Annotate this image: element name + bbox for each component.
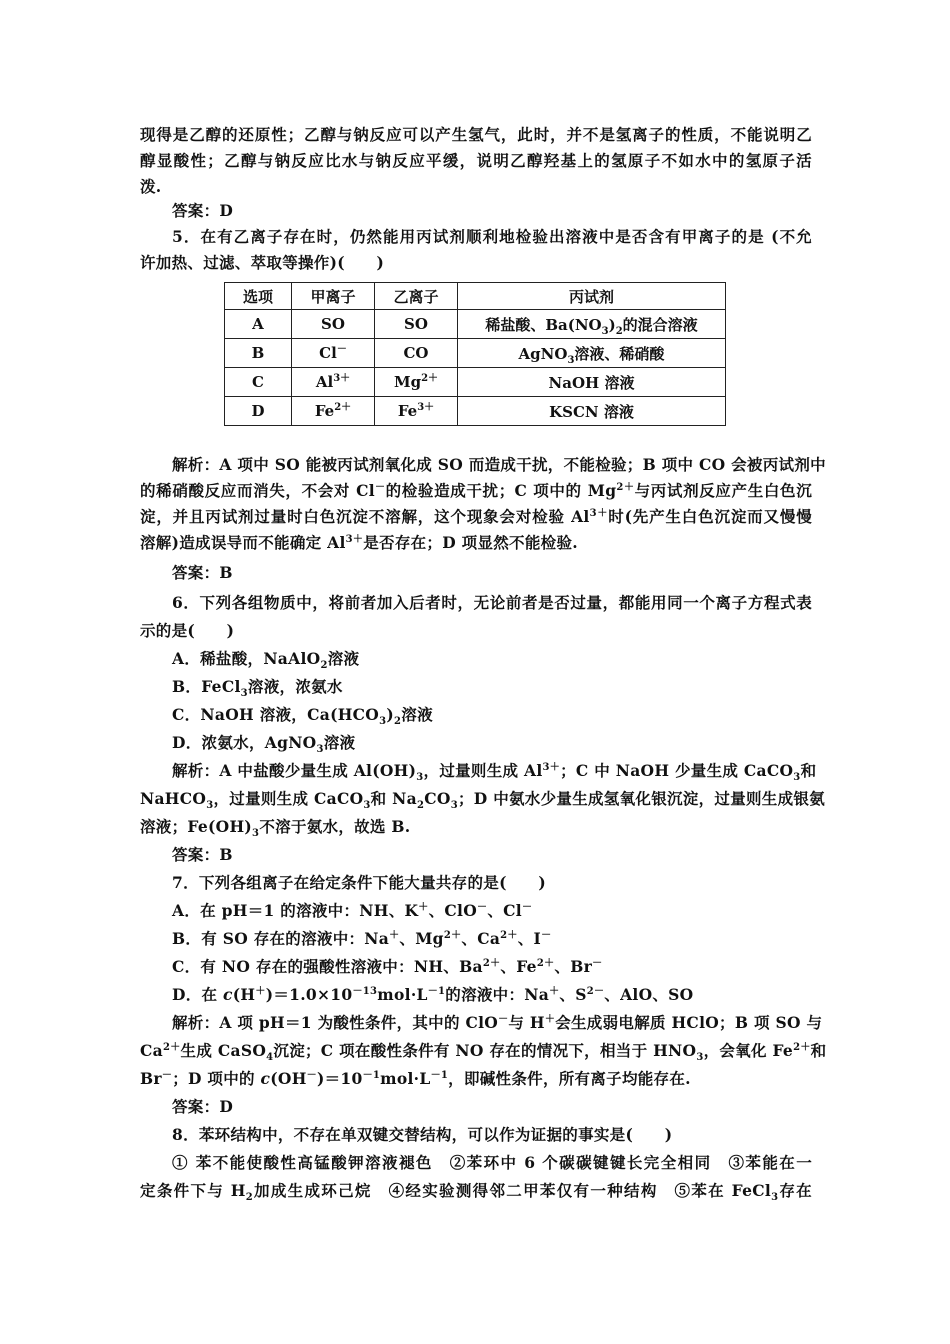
table-cell: C — [225, 368, 292, 397]
text-line: ① 苯不能使酸性高锰酸钾溶液褪色 ②苯环中 6 个碳碳键键长完全相同 ③苯能在一 — [172, 1153, 812, 1172]
text-line: 8．苯环结构中，不存在单双键交替结构，可以作为证据的事实是( ) — [172, 1125, 673, 1144]
table-cell: NaOH 溶液 — [458, 368, 726, 397]
table-row — [225, 397, 726, 426]
header-cell: 丙试剂 — [458, 283, 726, 310]
text-line: 许加热、过滤、萃取等操作)( ) — [140, 253, 385, 272]
text-line: 5．在有乙离子存在时，仍然能用丙试剂顺利地检验出溶液中是否含有甲离子的是 (不允 — [172, 227, 812, 246]
text-line: 7．下列各组离子在给定条件下能大量共存的是( ) — [172, 873, 546, 892]
header-cell: 选项 — [225, 283, 292, 310]
text-line: Br－；D 项中的 $c(OH^-)=10^{-1}mol\cdot L^{-1}$，即碱性条件，所有离子均能存在. — [140, 1069, 691, 1088]
table-header-row — [225, 283, 726, 310]
text-line: 答案：D — [172, 201, 234, 220]
ion-test-table — [224, 282, 726, 426]
text-line: 解析：A 项中 SO 能被丙试剂氧化成 SO 而造成干扰，不能检验；B 项中 CO 会被丙试剂中 — [172, 455, 826, 474]
table-cell: $Fe^{2+}$ — [292, 397, 375, 426]
table-cell: A — [225, 310, 292, 339]
table-cell: D — [225, 397, 292, 426]
text-line: C．NaOH 溶液，$Ca(HCO_3)_2$溶液 — [172, 705, 433, 728]
table-cell: SO — [292, 310, 375, 339]
table-row — [225, 368, 726, 397]
text-line: D．浓氨水，AgNO$_3$溶液 — [172, 733, 356, 756]
text-line: 定条件下与 $H_2$加成生成环己烷 ④经实验测得邻二甲苯仅有一种结构 ⑤苯在 FeCl$_3$存在 — [140, 1181, 812, 1204]
text-line: D．在 $c(H^+)=1.0\times 10^{-13}mol\cdot L^{-1}$的溶液中：Na＋、$S^{2-}$、AlO、SO — [172, 985, 694, 1004]
text-line: A．在 pH＝1 的溶液中：NH、K＋、ClO－、Cl－ — [172, 901, 533, 920]
text-line: NaHCO$_3$，过量则生成 CaCO$_3$和 $Na_2CO_3$；D 中氨水少量生成氢氧化银沉淀，过量则生成银氨 — [140, 789, 825, 812]
table-cell: KSCN 溶液 — [458, 397, 726, 426]
text-line: 答案：B — [172, 563, 233, 582]
table-cell: CO — [375, 339, 458, 368]
text-line: B．FeCl$_3$溶液，浓氨水 — [172, 677, 343, 700]
table-row — [225, 310, 726, 339]
text-line: 的稀硝酸反应而消失，不会对 Cl－的检验造成干扰；C 项中的 $Mg^{2+}$与丙试剂反应产生白色沉 — [140, 481, 812, 500]
text-line: 现得是乙醇的还原性；乙醇与钠反应可以产生氢气，此时，并不是氢离子的性质，不能说明乙 — [140, 125, 812, 144]
header-cell: 甲离子 — [292, 283, 375, 310]
text-line: 醇显酸性；乙醇与钠反应比水与钠反应平缓，说明乙醇羟基上的氢原子不如水中的氢原子活 — [140, 151, 812, 170]
table-cell: AgNO$_3$溶液、稀硝酸 — [458, 339, 726, 368]
text-line: 答案：D — [172, 1097, 234, 1116]
text-line: B．有 SO 存在的溶液中：Na＋、$Mg^{2+}$、$Ca^{2+}$、I－ — [172, 929, 552, 948]
table-cell: $Al^{3+}$ — [292, 368, 375, 397]
text-line: 6．下列各组物质中，将前者加入后者时，无论前者是否过量，都能用同一个离子方程式表 — [172, 593, 812, 612]
text-line: A．稀盐酸，NaAlO$_2$溶液 — [172, 649, 360, 672]
header-cell: 乙离子 — [375, 283, 458, 310]
text-line: C．有 NO 存在的强酸性溶液中：NH、$Ba^{2+}$、$Fe^{2+}$、Br－ — [172, 957, 603, 976]
table-cell: $Mg^{2+}$ — [375, 368, 458, 397]
text-line: 示的是( ) — [140, 621, 235, 640]
text-line: 答案：B — [172, 845, 233, 864]
text-line: 溶解)造成误导而不能确定 $Al^{3+}$是否存在；D 项显然不能检验. — [140, 533, 578, 552]
text-line: 淀，并且丙试剂过量时白色沉淀不溶解，这个现象会对检验 $Al^{3+}$时(先产生白色沉淀而又慢慢 — [140, 507, 812, 526]
text-line: 泼. — [140, 177, 162, 196]
text-line: $Ca^{2+}$生成 CaSO$_4$沉淀；C 项在酸性条件有 NO 存在的情况下，相当于 $HNO_3$，会氧化 $Fe^{2+}$和 — [140, 1041, 827, 1064]
table-cell: 稀盐酸、$Ba(NO_3)_2$的混合溶液 — [458, 310, 726, 339]
table-cell: Cl－ — [292, 339, 375, 368]
text-line: 溶液；$Fe(OH)_3$不溶于氨水，故选 B. — [140, 817, 411, 840]
table-cell: B — [225, 339, 292, 368]
table-cell: $Fe^{3+}$ — [375, 397, 458, 426]
text-line: 解析：A 项 pH＝1 为酸性条件，其中的 ClO－与 H＋会生成弱电解质 HClO；B 项 SO 与 — [172, 1013, 823, 1032]
text-line: 解析：A 中盐酸少量生成 $Al(OH)_3$，过量则生成 $Al^{3+}$；C 中 NaOH 少量生成 CaCO$_3$和 — [172, 761, 817, 784]
table-cell: SO — [375, 310, 458, 339]
table-row — [225, 339, 726, 368]
